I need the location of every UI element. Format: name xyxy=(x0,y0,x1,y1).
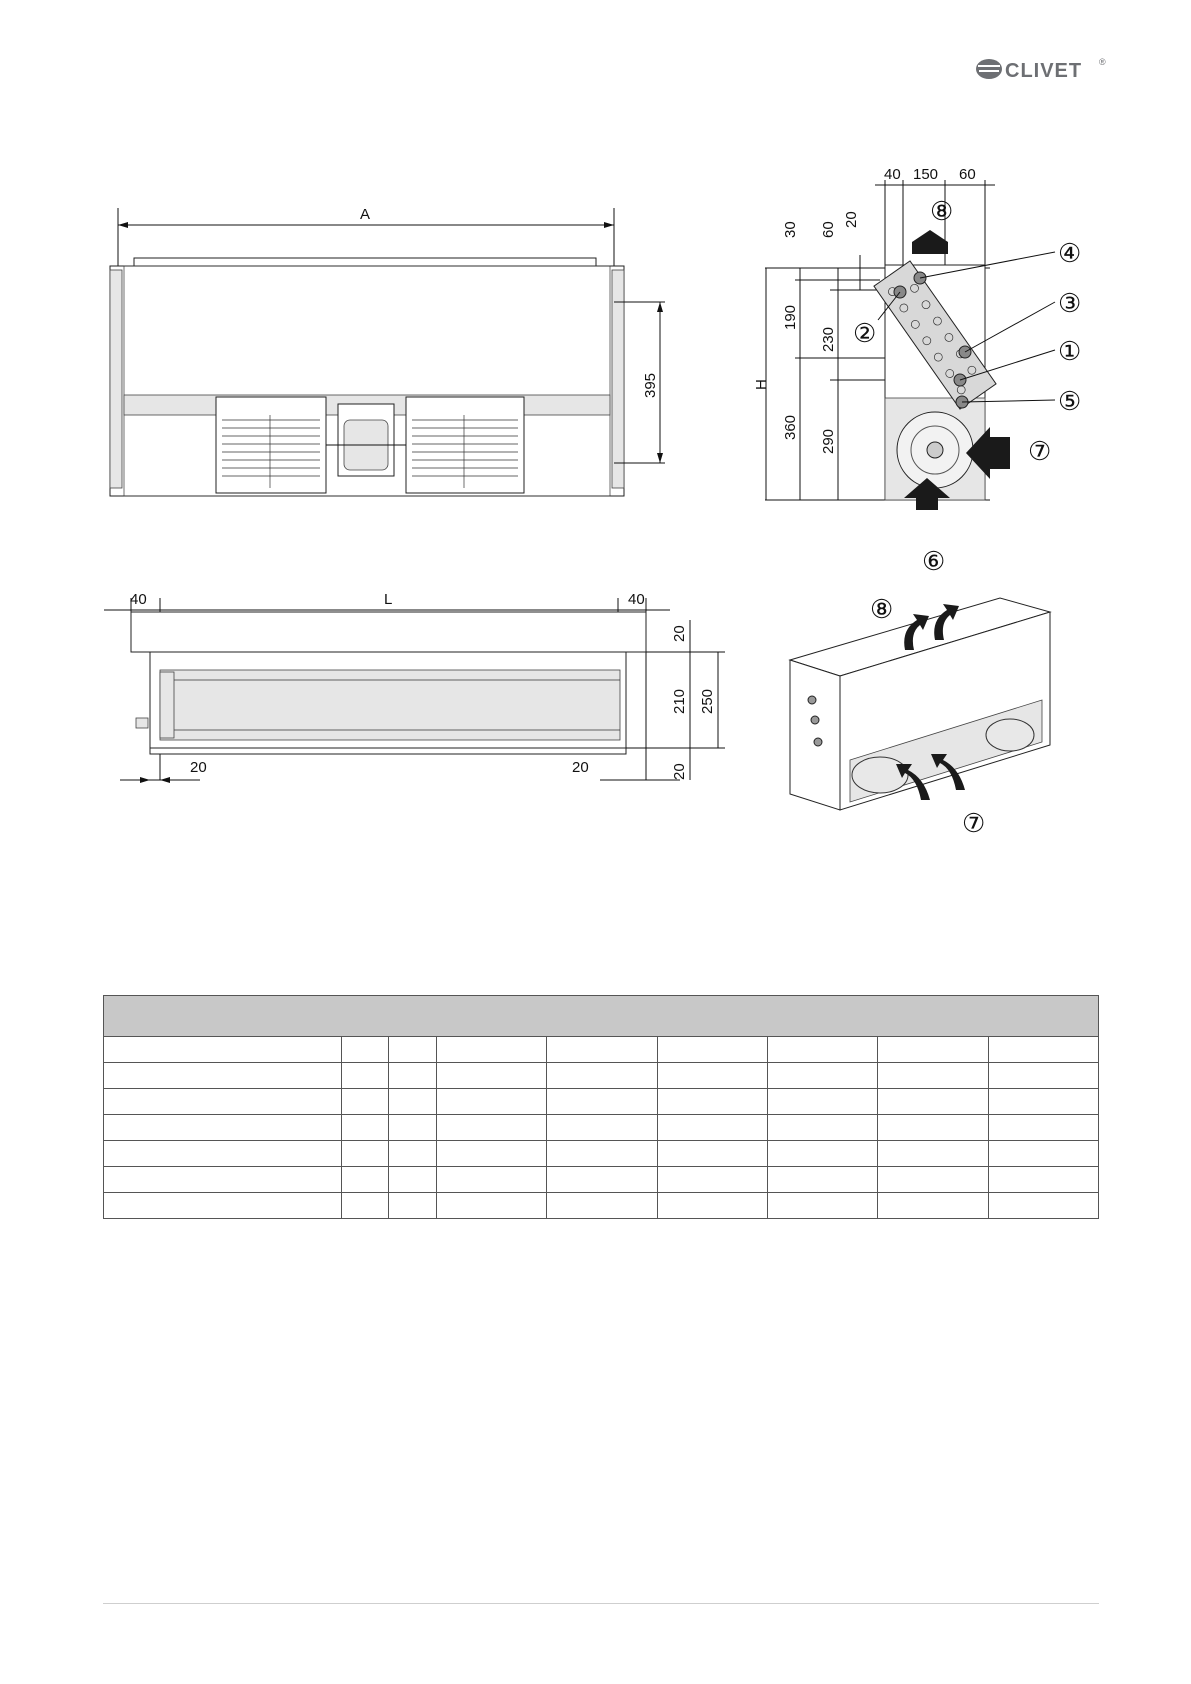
table-row xyxy=(104,1089,1099,1115)
callout-1: ① xyxy=(1058,336,1082,366)
dim-v-top-20: 20 xyxy=(671,625,688,642)
callout-2: ② xyxy=(853,318,877,348)
dim-v-190: 190 xyxy=(782,304,799,330)
dim-a-label: A xyxy=(360,206,371,223)
callout-3: ③ xyxy=(1058,288,1082,318)
dim-v-360: 360 xyxy=(782,414,799,440)
dim-v-30: 30 xyxy=(782,221,799,238)
callout-4: ④ xyxy=(1058,238,1082,268)
dim-bottom-right-20: 20 xyxy=(572,759,589,776)
dim-395-label: 395 xyxy=(642,372,659,398)
brand-name: CLIVET xyxy=(1005,60,1083,82)
dim-v-60: 60 xyxy=(820,221,837,238)
table-row xyxy=(104,1037,1099,1063)
dim-v-20: 20 xyxy=(843,211,860,228)
dim-l-label: L xyxy=(384,591,393,608)
dim-h-label: H xyxy=(753,379,770,390)
dimensions-table xyxy=(103,995,1099,1219)
callout-5: ⑤ xyxy=(1058,386,1082,416)
table-row xyxy=(104,1141,1099,1167)
footer-divider xyxy=(103,1603,1099,1604)
table-header-cell xyxy=(104,996,1099,1037)
callout-6: ⑥ xyxy=(922,546,946,576)
side-view xyxy=(753,166,1081,576)
callout-7-side: ⑦ xyxy=(1028,436,1052,466)
dim-top-40: 40 xyxy=(884,166,901,183)
dim-top-60: 60 xyxy=(959,166,976,183)
isometric-view xyxy=(790,594,1050,838)
dim-left-40: 40 xyxy=(130,591,147,608)
table-row xyxy=(104,1063,1099,1089)
bottom-view xyxy=(104,591,725,783)
front-view xyxy=(110,206,665,496)
dim-v-250: 250 xyxy=(699,688,716,714)
callout-8-iso: ⑧ xyxy=(870,594,894,624)
brand-trademark: ® xyxy=(1099,57,1106,67)
dim-v-210: 210 xyxy=(671,688,688,714)
table-row xyxy=(104,1167,1099,1193)
table-row xyxy=(104,1115,1099,1141)
dim-v-230: 230 xyxy=(820,326,837,352)
dim-v-290: 290 xyxy=(820,428,837,454)
dim-right-40: 40 xyxy=(628,591,645,608)
table-row xyxy=(104,1193,1099,1219)
callout-8-side: ⑧ xyxy=(930,196,954,226)
dim-bottom-left-20: 20 xyxy=(190,759,207,776)
dim-v-bottom-20: 20 xyxy=(671,763,688,780)
callout-7-iso: ⑦ xyxy=(962,808,986,838)
dim-top-150: 150 xyxy=(913,166,939,183)
table-header-row xyxy=(104,996,1099,1037)
